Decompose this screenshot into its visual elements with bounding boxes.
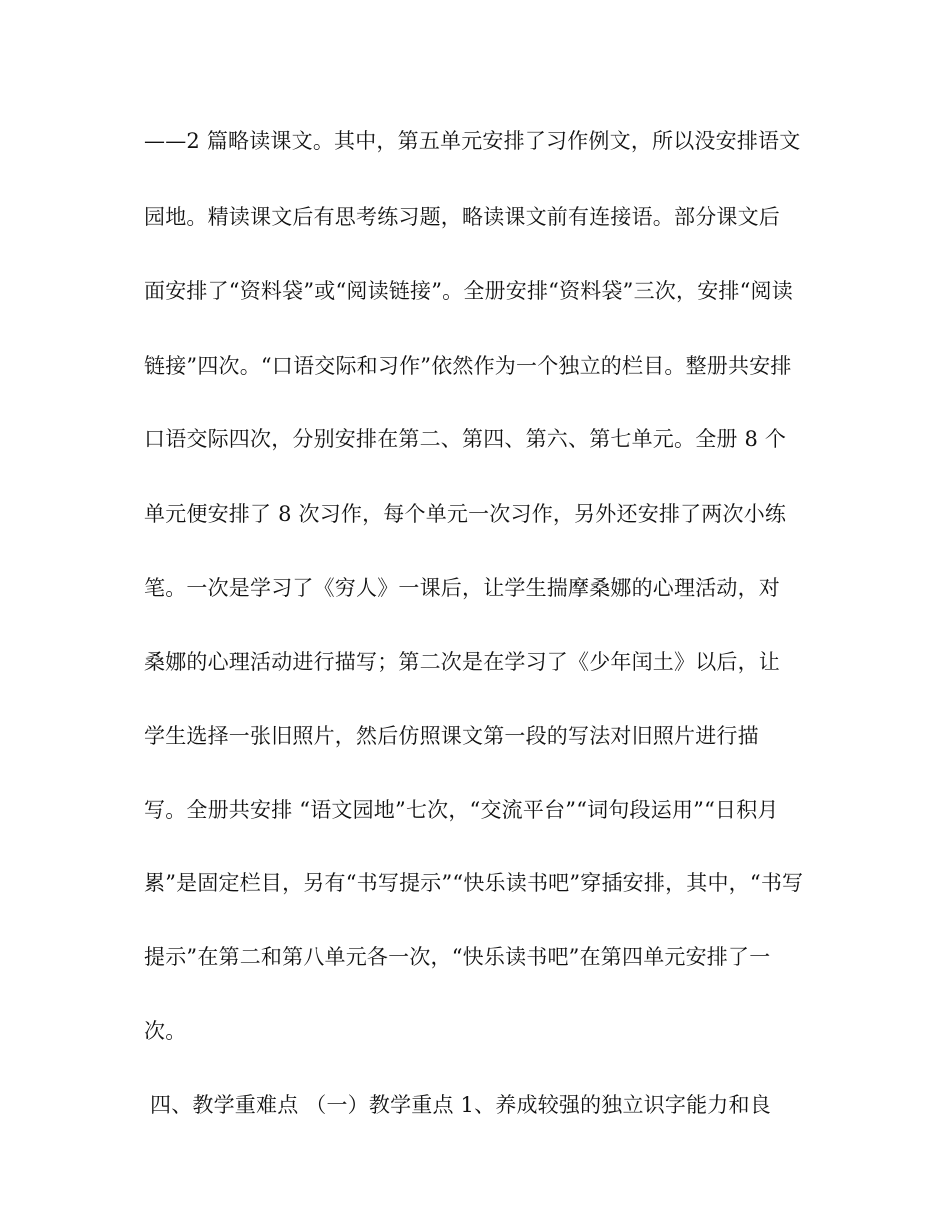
body-text-line: 面安排了“资料袋”或“阅读链接”。全册安排“资料袋”三次，安排“阅读: [144, 279, 793, 303]
body-text-line: 次。: [144, 1019, 187, 1043]
body-text-line: 链接”四次。“口语交际和习作”依然作为一个独立的栏目。整册共安排: [144, 354, 792, 378]
body-text-line: 口语交际四次，分别安排在第二、第四、第六、第七单元。全册 8 个: [144, 427, 787, 451]
body-text-line: 学生选择一张旧照片，然后仿照课文第一段的写法对旧照片进行描: [144, 724, 759, 748]
body-text-line: 累”是固定栏目，另有“书写提示”“快乐读书吧”穿插安排，其中，“书写: [144, 871, 804, 895]
section-heading-line: 四、教学重难点 （一）教学重点 1、养成较强的独立识字能力和良: [150, 1093, 771, 1117]
body-text-line: 提示”在第二和第八单元各一次，“快乐读书吧”在第四单元安排了一: [144, 945, 771, 969]
body-text-line: 单元便安排了 8 次习作，每个单元一次习作，另外还安排了两次小练: [144, 502, 787, 526]
body-text-line: 桑娜的心理活动进行描写；第二次是在学习了《少年闰土》以后，让: [144, 650, 780, 674]
body-text-line: 园地。精读课文后有思考练习题，略读课文前有连接语。部分课文后: [144, 205, 780, 229]
body-text-line: ——2 篇略读课文。其中，第五单元安排了习作例文，所以没安排语文: [144, 129, 801, 153]
body-text-line: 笔。一次是学习了《穷人》一课后，让学生揣摩桑娜的心理活动，对: [144, 576, 780, 600]
body-text-line: 写。全册共安排 “语文园地”七次，“交流平台”“词句段运用”“日积月: [144, 798, 779, 822]
